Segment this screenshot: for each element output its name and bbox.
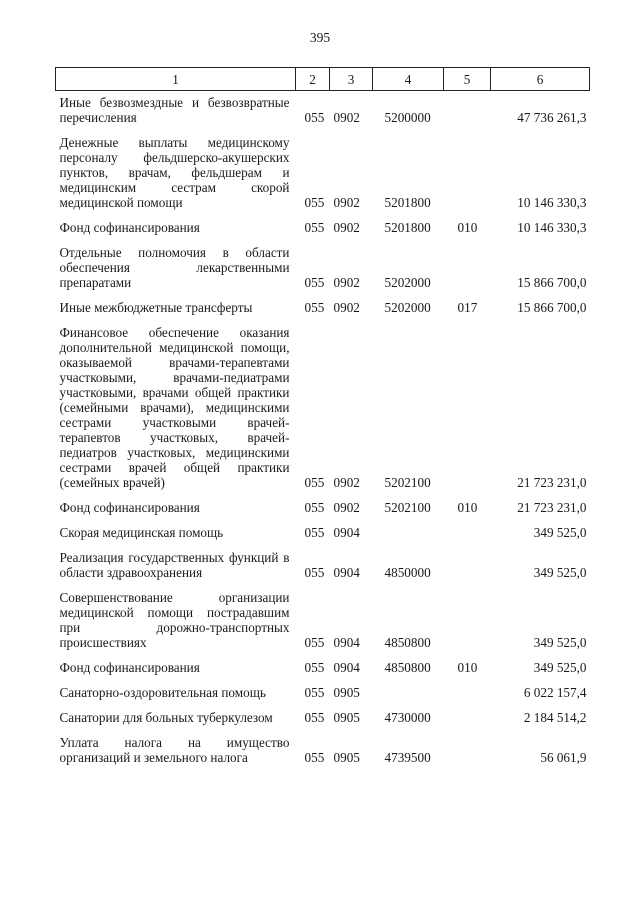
table-row [56, 493, 590, 518]
row-code-5: 017 [457, 300, 478, 315]
row-amount: 349 525,0 [533, 635, 587, 650]
table-row [56, 238, 590, 293]
row-code-3: 0905 [333, 685, 360, 700]
row-code-4: 5202100 [384, 475, 431, 490]
row-code-3: 0902 [333, 500, 360, 515]
column-header-6: 6 [491, 68, 590, 91]
row-code-3: 0904 [333, 635, 360, 650]
column-header-1: 1 [56, 68, 296, 91]
row-name: Иные межбюджетные трансферты [59, 300, 253, 315]
row-code-4: 4850000 [384, 565, 431, 580]
row-code-4: 5202100 [384, 500, 431, 515]
row-code-5 [444, 91, 491, 129]
row-code-4: 5201800 [384, 195, 431, 210]
row-code-2: 055 [304, 635, 325, 650]
row-code-4 [373, 678, 444, 703]
row-name: Санаторно-оздоровительная помощь [59, 685, 266, 700]
row-name: Финансовое обеспечение оказания дополнительной медицинской помощи, оказываемой врачами-терапевтами участковыми, врачами-педиатрами участковыми, врачами общей практики (семейными врачами), медицинскими сестрами участковыми врачей-терапевтов участковых, врачей-педиатров участковых, медицинскими сестрами врачей общей практики (семейных врачей) [59, 325, 290, 490]
row-code-5: 010 [457, 220, 478, 235]
row-name: Уплата налога на имущество организаций и земельного налога [59, 735, 290, 765]
row-code-3: 0904 [333, 565, 360, 580]
table-row [56, 728, 590, 768]
row-code-5 [444, 318, 491, 493]
row-code-2: 055 [304, 500, 325, 515]
row-code-4: 4739500 [384, 750, 431, 765]
row-code-3: 0902 [333, 475, 360, 490]
table-body [56, 91, 590, 769]
row-code-3: 0905 [333, 710, 360, 725]
row-amount: 47 736 261,3 [517, 110, 587, 125]
row-code-5: 010 [457, 660, 478, 675]
row-code-5 [444, 238, 491, 293]
row-name: Отдельные полномочия в области обеспечения лекарственными препаратами [59, 245, 290, 290]
row-amount: 21 723 231,0 [517, 500, 587, 515]
table-row [56, 518, 590, 543]
row-code-5: 010 [457, 500, 478, 515]
row-code-3: 0902 [333, 110, 360, 125]
row-code-4: 5201800 [384, 220, 431, 235]
row-name: Фонд софинансирования [59, 220, 200, 235]
row-code-2: 055 [304, 275, 325, 290]
row-name: Санатории для больных туберкулезом [59, 710, 273, 725]
row-code-5 [444, 128, 491, 213]
row-code-3: 0905 [333, 750, 360, 765]
row-name: Фонд софинансирования [59, 660, 200, 675]
row-name: Денежные выплаты медицинскому персоналу фельдшерско-акушерских пунктов, врачам, фельдшерам и медицинским сестрам скорой медицинской помощи [59, 135, 290, 210]
row-code-4: 5202000 [384, 275, 431, 290]
table-row [56, 678, 590, 703]
row-code-4: 5202000 [384, 300, 431, 315]
row-code-5 [444, 518, 491, 543]
row-code-5 [444, 543, 491, 583]
row-amount: 349 525,0 [533, 525, 587, 540]
table-row [56, 91, 590, 129]
row-amount: 6 022 157,4 [523, 685, 587, 700]
budget-table [55, 67, 590, 768]
table-header-row [56, 68, 590, 91]
row-name: Иные безвозмездные и безвозвратные перечисления [59, 95, 290, 125]
row-code-2: 055 [304, 685, 325, 700]
row-code-5 [444, 728, 491, 768]
row-code-4: 4850800 [384, 660, 431, 675]
table-row [56, 128, 590, 213]
row-code-2: 055 [304, 750, 325, 765]
row-name: Фонд софинансирования [59, 500, 200, 515]
row-code-3: 0902 [333, 275, 360, 290]
row-code-2: 055 [304, 475, 325, 490]
row-code-2: 055 [304, 525, 325, 540]
row-code-3: 0904 [333, 525, 360, 540]
table-row [56, 318, 590, 493]
column-header-3: 3 [330, 68, 373, 91]
column-header-5: 5 [444, 68, 491, 91]
row-amount: 10 146 330,3 [517, 220, 587, 235]
row-code-2: 055 [304, 110, 325, 125]
row-code-5 [444, 678, 491, 703]
row-amount: 349 525,0 [533, 660, 587, 675]
row-amount: 15 866 700,0 [517, 300, 587, 315]
row-code-4: 4730000 [384, 710, 431, 725]
row-code-2: 055 [304, 710, 325, 725]
row-code-3: 0902 [333, 195, 360, 210]
row-code-2: 055 [304, 195, 325, 210]
row-amount: 21 723 231,0 [517, 475, 587, 490]
table-row [56, 653, 590, 678]
row-code-4: 4850800 [384, 635, 431, 650]
row-amount: 2 184 514,2 [523, 710, 587, 725]
row-name: Реализация государственных функций в области здравоохранения [59, 550, 290, 580]
row-code-2: 055 [304, 300, 325, 315]
row-amount: 349 525,0 [533, 565, 587, 580]
row-amount: 56 061,9 [540, 750, 587, 765]
page-number: 395 [309, 30, 331, 45]
row-code-4: 5200000 [384, 110, 431, 125]
table-row [56, 293, 590, 318]
row-code-2: 055 [304, 565, 325, 580]
row-code-3: 0902 [333, 300, 360, 315]
table-row [56, 583, 590, 653]
column-header-2: 2 [296, 68, 330, 91]
table-row [56, 213, 590, 238]
row-name: Совершенствование организации медицинской помощи пострадавшим при дорожно-транспортных происшествиях [59, 590, 290, 650]
row-code-3: 0904 [333, 660, 360, 675]
row-amount: 10 146 330,3 [517, 195, 587, 210]
column-header-4: 4 [373, 68, 444, 91]
row-name: Скорая медицинская помощь [59, 525, 224, 540]
row-code-5 [444, 703, 491, 728]
table-row [56, 543, 590, 583]
row-code-5 [444, 583, 491, 653]
row-amount: 15 866 700,0 [517, 275, 587, 290]
row-code-3: 0902 [333, 220, 360, 235]
row-code-2: 055 [304, 220, 325, 235]
row-code-4 [373, 518, 444, 543]
row-code-2: 055 [304, 660, 325, 675]
table-row [56, 703, 590, 728]
